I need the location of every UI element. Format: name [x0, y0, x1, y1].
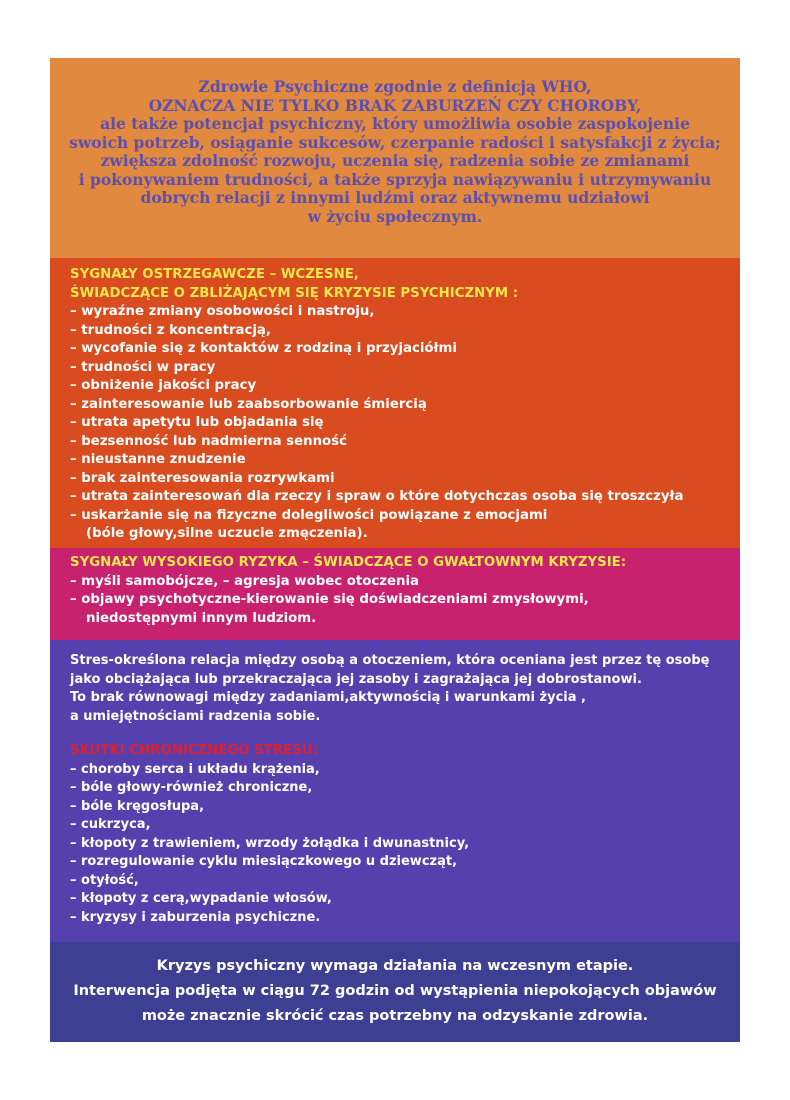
list-item: – cukrzyca,: [70, 817, 151, 832]
early-warning-section: [50, 258, 740, 548]
list-item: – bezsenność lub nadmierna senność: [70, 433, 347, 449]
list-item: – trudności z koncentracją,: [70, 322, 271, 338]
list-item: – brak zainteresowania rozrywkami: [70, 470, 335, 486]
list-item: – bóle kręgosłupa,: [70, 798, 205, 814]
list-item: – choroby serca i układu krążenia,: [70, 761, 320, 777]
list-item: – utrata zainteresowań dla rzeczy i spraw o które dotychczas osoba się troszczyła: [70, 489, 684, 504]
list-item: – objawy psychotyczne-kierowanie się doświadczeniami zmysłowymi,: [70, 592, 589, 607]
list-item: – myśli samobójcze, – agresja wobec otoczenia: [70, 573, 420, 589]
who-line: OZNACZA NIE TYLKO BRAK ZABURZEŃ CZY CHOROBY,: [148, 95, 642, 115]
list-item: – otyłość,: [70, 872, 139, 888]
who-line: dobrych relacji z innymi ludźmi oraz aktywnemu udziałowi: [140, 188, 650, 207]
stress-effects-heading: SKUTKI CHRONICZNEGO STRESU:: [70, 743, 319, 758]
stress-definition-line: Stres-określona relacja między osobą a otoczeniem, która oceniana jest przez tę osobę: [70, 653, 710, 668]
spacer: [70, 726, 740, 742]
list-item-continuation: (bóle głowy,silne uczucie zmęczenia).: [86, 526, 368, 541]
list-item: – kłopoty z cerą,wypadanie włosów,: [70, 891, 332, 906]
footer-section: [50, 942, 740, 1042]
stress-definition-line: To brak równowagi między zadaniami,aktywnością i warunkami życia ,: [70, 690, 586, 705]
list-item: – wycofanie się z kontaktów z rodziną i przyjaciółmi: [70, 341, 457, 356]
high-risk-heading: SYGNAŁY WYSOKIEGO RYZYKA – ŚWIADCZĄCE O GWAŁTOWNYM KRYZYSIE:: [70, 555, 627, 570]
who-line: zwiększa zdolność rozwoju, uczenia się, radzenia sobie ze zmianami: [100, 151, 690, 170]
who-line: swoich potrzeb, osiąganie sukcesów, czerpanie radości i satysfakcji z życia;: [69, 132, 721, 152]
footer-line: może znacznie skrócić czas potrzebny na odzyskanie zdrowia.: [141, 1008, 649, 1024]
list-item: – obniżenie jakości pracy: [70, 378, 257, 393]
list-item: – kłopoty z trawieniem, wrzody żołądka i dwunastnicy,: [70, 835, 470, 851]
who-definition-section: [50, 58, 740, 258]
who-line: w życiu społecznym.: [307, 206, 483, 226]
list-item: – utrata apetytu lub objadania się: [70, 415, 324, 430]
list-item: – wyraźne zmiany osobowości i nastroju,: [70, 304, 375, 319]
stress-section: [50, 640, 740, 942]
list-item: – bóle głowy-również chroniczne,: [70, 780, 313, 795]
stress-definition-line: jako obciążająca lub przekraczająca jej zasoby i zagrażająca jej dobrostanowi.: [70, 671, 642, 687]
list-item: – uskarżanie się na fizyczne dolegliwości powiązane z emocjami: [70, 507, 548, 523]
who-line: Zdrowie Psychiczne zgodnie z definicją WHO,: [198, 77, 592, 96]
early-warning-heading: SYGNAŁY OSTRZEGAWCZE – WCZESNE,: [70, 267, 359, 282]
list-item: – kryzysy i zaburzenia psychiczne.: [70, 909, 321, 925]
who-line: ale także potencjał psychiczny, który umożliwia osobie zaspokojenie: [100, 114, 690, 133]
stress-definition-line: a umiejętnościami radzenia sobie.: [70, 708, 321, 724]
who-line: i pokonywaniem trudności, a także sprzyja nawiązywaniu i utrzymywaniu: [78, 169, 712, 189]
list-item: – zainteresowanie lub zaabsorbowanie śmiercią: [70, 396, 427, 412]
list-item: – trudności w pracy: [70, 359, 216, 375]
list-item: – nieustanne znudzenie: [70, 452, 246, 467]
footer-line: Kryzys psychiczny wymaga działania na wczesnym etapie.: [156, 958, 634, 974]
early-warning-heading: ŚWIADCZĄCE O ZBLIŻAJĄCYM SIĘ KRYZYSIE PSYCHICZNYM :: [70, 285, 519, 301]
list-item: – rozregulowanie cyklu miesiączkowego u dziewcząt,: [70, 854, 458, 869]
footer-line: Interwencja podjęta w ciągu 72 godzin od wystąpienia niepokojących objawów: [73, 983, 717, 999]
high-risk-section: [50, 548, 740, 640]
list-item-continuation: niedostępnymi innym ludziom.: [86, 610, 317, 626]
